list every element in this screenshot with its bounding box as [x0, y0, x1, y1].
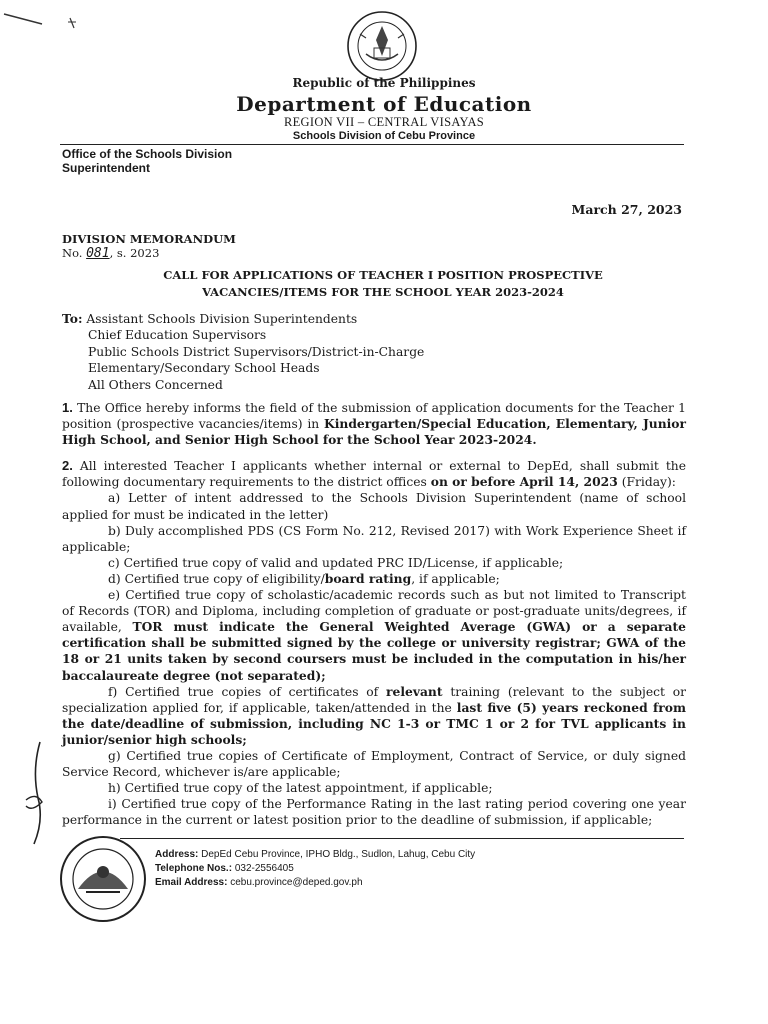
header-divider [60, 144, 684, 145]
memo-body [62, 400, 686, 828]
office-name [62, 147, 262, 175]
requirement-b: b) Duly accomplished PDS (CS Form No. 212, Revised 2017) with Work Experience Sheet if applicable; [62, 523, 686, 554]
requirement-bold: TOR must indicate the General Weighted Average (GWA) or a separate certification shall be submitted signed by the college or university registrar; GWA of the 18 or 21 units taken by second coursers must be included in the computation in his/her baccalaureate degree (not separated); [62, 619, 686, 683]
requirement-text: training (relevant to the subject or specialization applied for, if applicable, taken/attended in the [62, 684, 686, 715]
phone-label: Telephone Nos.: [155, 863, 233, 874]
to-label: To: [62, 311, 83, 326]
requirement-text: e) Certified true copy of scholastic/academic records such as but not limited to Transcript of Records (TOR) and Diploma, including completion of graduate or post-graduate units/degrees, if available, [62, 588, 686, 635]
recipient-row [62, 311, 702, 327]
requirement-e [62, 587, 686, 684]
paragraph-1 [62, 400, 686, 448]
handwritten-margin-mark-icon [22, 740, 52, 850]
requirement-bold: last five (5) years reckoned from the date/deadline of submission, including NC 1-3 or TMC 1 or 2 for TVL applicants in junior/senior high schools; [62, 699, 686, 747]
paragraph-text: All interested Teacher I applicants whether internal or external to DepEd, shall submit the following documentary requirements to the district offices [62, 459, 686, 490]
requirement-h: h) Certified true copy of the latest appointment, if applicable; [108, 781, 493, 796]
address-label: Address: [155, 849, 199, 860]
department-heading: Department of Education [236, 92, 532, 116]
office-line-2: Superintendent [62, 161, 151, 175]
division-heading: Schools Division of Cebu Province [292, 130, 476, 142]
paragraph-text: The Office hereby informs the field of the submission of application documents for the Teacher 1 position (prospective vacancies/items) in [62, 401, 686, 432]
requirement-f [62, 684, 686, 748]
subject-line-1: CALL FOR APPLICATIONS OF TEACHER I POSITION PROSPECTIVE [163, 268, 603, 282]
requirement-g: g) Certified true copies of Certificate of Employment, Contract of Service, or duly signed Service Record, whichever is/are applicable; [62, 748, 686, 780]
recipient: Assistant Schools Division Superintendents [86, 312, 358, 326]
recipients-block [62, 311, 702, 393]
email-label: Email Address: [155, 877, 228, 888]
memo-date: March 27, 2023 [571, 202, 682, 217]
recipient: Elementary/Secondary School Heads [88, 361, 320, 376]
paragraph-bold: Kindergarten/Special Education, Elementary, Junior High School, and Senior High School for the School Year 2023-2024. [62, 416, 686, 448]
requirement-text: f) Certified true copies of certificates of [108, 684, 387, 699]
footer-email [155, 876, 475, 890]
phone-value: 032-2556405 [234, 863, 294, 874]
requirement-text: d) Certified true copy of eligibility/ [108, 571, 325, 586]
requirement-a: a) Letter of intent addressed to the Schools Division Superintendent (name of school applied for must be indicated in the letter) [62, 491, 686, 522]
memo-number-line [62, 246, 236, 261]
requirement-bold: relevant [386, 683, 443, 699]
paragraph-number: 2. [62, 458, 73, 474]
recipient: Chief Education Supervisors [88, 328, 267, 343]
memo-number-block [62, 232, 236, 261]
region-heading: REGION VII – CENTRAL VISAYAS [283, 115, 485, 129]
footer-phone [155, 862, 475, 876]
office-line-1: Office of the Schools Division [62, 147, 233, 161]
footer-divider [120, 838, 684, 839]
requirement-c: c) Certified true copy of valid and updated PRC ID/License, if applicable; [108, 555, 564, 570]
paragraph-number: 1. [62, 400, 73, 415]
memo-number: 081 [86, 246, 110, 261]
requirement-text: , if applicable; [411, 571, 500, 586]
footer-address [155, 848, 475, 862]
email-value[interactable]: cebu.province@deped.gov.ph [230, 877, 363, 888]
republic-heading: Republic of the Philippines [292, 76, 476, 90]
memo-subject [62, 267, 704, 301]
requirement-i: i) Certified true copy of the Performance Rating in the last rating period covering one year performance in the current or latest position prior to the deadline of submission, if applicable; [62, 797, 686, 828]
paragraph-2 [62, 458, 686, 490]
scan-mark-icon [2, 8, 82, 48]
division-seal-icon [58, 834, 148, 924]
recipient: All Others Concerned [88, 377, 223, 392]
deped-seal-icon [332, 10, 432, 84]
subject-line-2: VACANCIES/ITEMS FOR THE SCHOOL YEAR 2023-2024 [202, 285, 564, 299]
recipient: Public Schools District Supervisors/District-in-Charge [88, 344, 425, 359]
paragraph-text: (Friday): [617, 475, 676, 490]
footer-contact [155, 848, 475, 890]
memo-series: , s. 2023 [109, 246, 160, 260]
address-value: DepEd Cebu Province, IPHO Bldg., Sudlon, Lahug, Cebu City [201, 849, 476, 860]
memo-title: DIVISION MEMORANDUM [62, 232, 236, 246]
paragraph-bold: on or before April 14, 2023 [430, 474, 618, 490]
memo-no-label: No. [62, 246, 83, 260]
requirement-d [62, 571, 686, 587]
requirement-bold: board rating [324, 570, 412, 586]
